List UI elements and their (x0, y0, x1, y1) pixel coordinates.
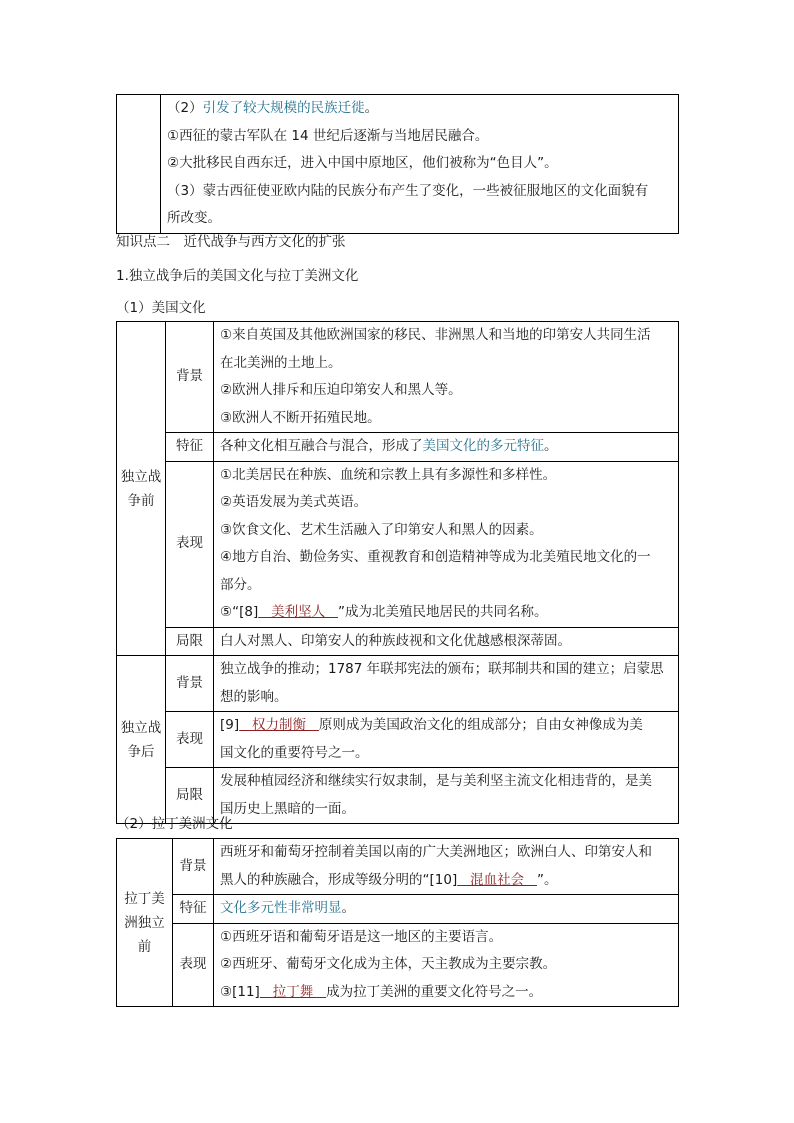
answer-11: 拉丁舞 (259, 983, 327, 1000)
migration-highlight: 引发了较大规模的民族迁徙 (202, 100, 365, 116)
la-show-cell: ①西班牙语和葡萄牙语是这一地区的主要语言。 ②西班牙、葡萄牙文化成为主体，天主教成为主要宗教。 ③[11] 拉丁舞 成为拉丁美洲的重要文化符号之一。 (214, 923, 679, 1007)
bg-cell: ①来自英国及其他欧洲国家的移民、非洲黑人和当地的印第安人共同生活 在北美洲的土地上。 ②欧洲人排斥和压迫印第安人和黑人等。 ③欧洲人不断开拓殖民地。 (214, 322, 679, 433)
empty-left-cell (117, 95, 161, 234)
after-bg-cell: 独立战争的推动；1787 年联邦宪法的颁布；联邦制共和国的建立；启蒙思 想的影响。 (214, 656, 679, 712)
feature-label: 特征 (166, 433, 214, 462)
distribution-line-a: （3）蒙古西征使亚欧内陆的民族分布产生了变化，一些被征服地区的文化面貌有 (167, 182, 649, 199)
after-show-label: 表现 (166, 712, 214, 768)
top-content-cell: （2）引发了较大规模的民族迁徙。 ①西征的蒙古军队在 14 世纪后逐渐与当地居民融合。 ②大批移民自西东迁，进入中国中原地区，他们被称为“色目人”。 （3）蒙古西征使亚欧内陆的民族分布产生了变化，一些被征服地区的文化面貌有 所改变。 (161, 95, 679, 234)
la-feature-label: 特征 (173, 895, 214, 924)
la-bg-label: 背景 (173, 839, 214, 895)
after-limit-cell: 发展种植园经济和继续实行奴隶制，是与美利坚主流文化相违背的，是美 国历史上黑暗的一面。 (214, 768, 679, 824)
section-1-heading: 1.独立战争后的美国文化与拉丁美洲文化 (116, 268, 359, 284)
after-limit-label: 局限 (166, 768, 214, 824)
distribution-line-b: 所改变。 (167, 210, 221, 226)
after-bg-label: 背景 (166, 656, 214, 712)
us-culture-table (116, 321, 679, 824)
limit-cell: 白人对黑人、印第安人的种族歧视和文化优越感根深蒂固。 (214, 627, 679, 656)
show-cell: ①北美居民在种族、血统和宗教上具有多源性和多样性。 ②英语发展为美式英语。 ③饮食文化、艺术生活融入了印第安人和黑人的因素。 ④地方自治、勤俭务实、重视教育和创造精神等成为北美殖民地文化的一 部分。 ⑤“[8] 美利坚人 ”成为北美殖民地居民的共同名称。 (214, 461, 679, 627)
la-show-label: 表现 (173, 923, 214, 1007)
before-war-label: 独立战争前 (117, 322, 166, 656)
after-show-cell: [9] 权力制衡 原则成为美国政治文化的组成部分；自由女神像成为美 国文化的重要符号之一。 (214, 712, 679, 768)
la-before-label: 拉丁美洲独立前 (117, 839, 173, 1007)
mongol-fusion-line: ①西征的蒙古军队在 14 世纪后逐渐与当地居民融合。 (167, 127, 489, 144)
bg-label: 背景 (166, 322, 214, 433)
knowledge-point-2-heading: 知识点二 近代战争与西方文化的扩张 (116, 234, 346, 250)
after-war-label: 独立战争后 (117, 656, 166, 824)
line1-prefix: （2） (167, 100, 203, 116)
la-feature-cell: 文化多元性非常明显。 (214, 895, 679, 924)
answer-10: 混血社会 (457, 871, 537, 888)
semu-line: ②大批移民自西东迁，进入中国中原地区，他们被称为“色目人”。 (167, 155, 558, 171)
answer-8: 美利坚人 (258, 604, 338, 620)
limit-label: 局限 (166, 627, 214, 656)
la-bg-cell: 西班牙和葡萄牙控制着美国以南的广大美洲地区；欧洲白人、印第安人和 黑人的种族融合，形成等级分明的“[10] 混血社会 ”。 (214, 839, 679, 895)
show-label: 表现 (166, 461, 214, 627)
latin-america-table (116, 838, 679, 1007)
diversity-highlight: 文化多元性非常明显 (220, 900, 342, 916)
top-continuation-table (116, 94, 679, 234)
multicultural-highlight: 美国文化的多元特征 (422, 438, 544, 454)
latin-america-heading: （2）拉丁美洲文化 (116, 816, 233, 832)
answer-9: 权力制衡 (239, 717, 319, 733)
feature-cell: 各种文化相互融合与混合，形成了美国文化的多元特征。 (214, 433, 679, 462)
us-culture-heading: （1）美国文化 (116, 300, 206, 316)
